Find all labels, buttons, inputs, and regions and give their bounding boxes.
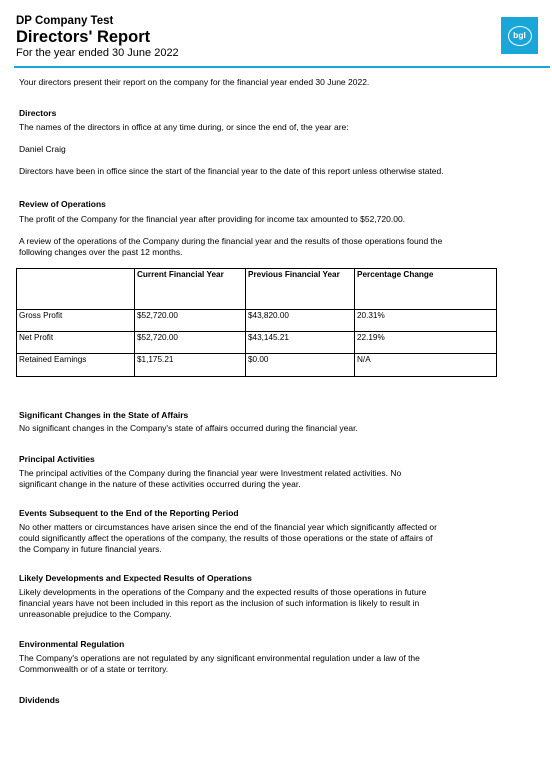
table-header-cell: Current Financial Year <box>135 269 246 310</box>
company-name: DP Company Test <box>16 15 114 27</box>
section-text: The Company's operations are not regulated by any significant environmental regulation under a law of the Commonwealth or of a state or territory. <box>19 653 420 674</box>
section-text: Likely developments in the operations of the Company and the expected results of those operations in future financial years have not been included in this report as the inclusion of such information is likely to result in unreasonable prejudice to the Company. <box>19 587 427 619</box>
table-cell: 22.19% <box>355 332 497 354</box>
table-header-cell <box>17 269 135 310</box>
bgl-logo <box>501 17 538 54</box>
review-heading: Review of Operations <box>19 199 106 209</box>
table-cell: N/A <box>355 354 497 377</box>
operations-table <box>16 268 497 377</box>
profit-text: The profit of the Company for the financial year after providing for income tax amounted to $52,720.00. <box>19 214 406 224</box>
report-title: Directors' Report <box>16 28 151 46</box>
directors-heading: Directors <box>19 108 57 118</box>
section-heading: Dividends <box>19 695 60 705</box>
report-body <box>19 77 539 706</box>
table-cell: Retained Earnings <box>17 354 135 377</box>
section-text: The principal activities of the Company during the financial year were Investment related activities. No significant change in the nature of these activities occurred during the year. <box>19 468 402 489</box>
table-header-cell: Previous Financial Year <box>246 269 355 310</box>
table-cell: $52,720.00 <box>135 332 246 354</box>
intro-text: Your directors present their report on the company for the financial year ended 30 June 2022. <box>19 77 370 87</box>
section-heading: Principal Activities <box>19 454 95 464</box>
header-divider <box>14 66 550 68</box>
directors-text: The names of the directors in office at any time during, or since the end of, the year are: <box>19 122 349 132</box>
table-cell: Gross Profit <box>17 310 135 332</box>
section-heading: Likely Developments and Expected Results of Operations <box>19 573 252 583</box>
logo-text: bgl <box>513 30 526 41</box>
table-header-row <box>17 269 497 310</box>
table-cell: $1,175.21 <box>135 354 246 377</box>
bgl-logo-icon <box>508 26 532 46</box>
table-cell: $43,145.21 <box>246 332 355 354</box>
section-text: No significant changes in the Company's state of affairs occurred during the financial year. <box>19 423 358 433</box>
table-cell: $43,820.00 <box>246 310 355 332</box>
directors-note: Directors have been in office since the start of the financial year to the date of this report unless otherwise stated. <box>19 166 444 176</box>
table-cell: Net Profit <box>17 332 135 354</box>
table-cell: 20.31% <box>355 310 497 332</box>
report-header <box>16 14 179 60</box>
review-text: A review of the operations of the Company during the financial year and the results of those operations found the following changes over the past 12 months. <box>19 236 443 257</box>
section-heading: Environmental Regulation <box>19 639 125 649</box>
table-header-cell: Percentage Change <box>355 269 497 310</box>
report-period: For the year ended 30 June 2022 <box>16 47 179 59</box>
table-row <box>17 332 497 354</box>
director-name: Daniel Craig <box>19 144 66 154</box>
section-heading: Significant Changes in the State of Affairs <box>19 410 189 420</box>
table-cell: $0.00 <box>246 354 355 377</box>
section-heading: Events Subsequent to the End of the Reporting Period <box>19 508 239 518</box>
table-row <box>17 354 497 377</box>
table-row <box>17 310 497 332</box>
section-text: No other matters or circumstances have arisen since the end of the financial year which significantly affected or could significantly affect the operations of the company, the results of those operations or the state of affairs of the Company in future financial years. <box>19 522 437 554</box>
table-cell: $52,720.00 <box>135 310 246 332</box>
